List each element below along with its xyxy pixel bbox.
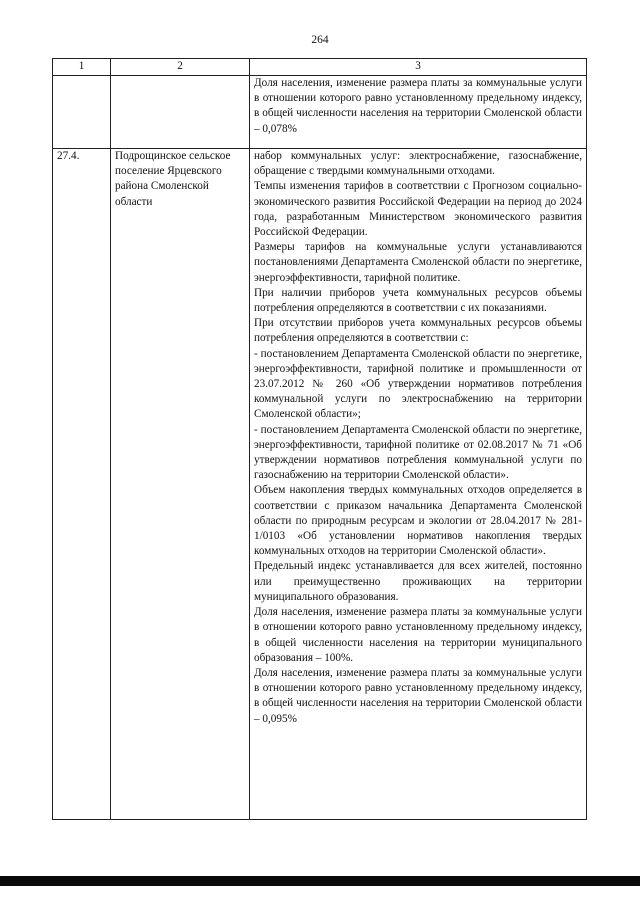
row-text-cell (250, 149, 587, 820)
paragraph-index-scope: Предельный индекс устанавливается для всех жителей, постоянно или преимущественно проживающих на территории муниципального образования. (254, 560, 582, 603)
continuation-row (53, 76, 587, 149)
paragraph-waste-order: Объем накопления твердых коммунальных отходов определяется в соответствии с приказом начальника Департамента Смоленской области по природным ресурсам и экологии от 28.04.2017 № 281-1/0103 «Об установлении нормативов накопления твердых коммунальных отходов на территории Смоленской области». (254, 484, 582, 558)
continuation-paragraph: Доля населения, изменение размера платы за коммунальные услуги в отношении которого равно установленному предельному индексу, в общей численности населения на территории Смоленской области – 0,078% (254, 77, 582, 135)
continuation-text-cell (250, 76, 587, 149)
paragraph-meters-absent: При отсутствии приборов учета коммунальных ресурсов объемы потребления определяются в соответствии с: (254, 317, 582, 345)
paragraph-services: набор коммунальных услуг: электроснабжение, газоснабжение, обращение с твердыми коммунальными отходами. (254, 150, 582, 178)
paragraph-tariff-sizes: Размеры тарифов на коммунальные услуги устанавливаются постановлениями Департамента Смоленской области по энергетике, энергоэффективности, тарифной политике. (254, 241, 582, 284)
paragraph-gas-decree: - постановлением Департамента Смоленской области по энергетике, энергоэффективности, тарифной политике от 02.08.2017 № 71 «Об утверждении нормативов потребления коммунальной услуги по газоснабжению на территории Смоленской области». (254, 423, 582, 482)
paragraph-municipal-share: Доля населения, изменение размера платы за коммунальные услуги в отношении которого равно установленному предельному индексу, в общей численности населения на территории муниципального образования – 100%. (254, 606, 582, 664)
page-number: 264 (311, 34, 329, 46)
paragraph-tariff-rates: Темпы изменения тарифов в соответствии с Прогнозом социально-экономического развития Российской Федерации на период до 2024 года, разработанным Министерством экономического развития Российской Федерации. (254, 180, 582, 239)
column-header-1: 1 (53, 59, 111, 76)
table-header-row (53, 59, 587, 76)
continuation-name-cell (111, 76, 250, 149)
municipality-name-cell: Подрощинское сельское поселение Ярцевского района Смоленской области (111, 149, 250, 820)
tariff-table (52, 58, 587, 820)
paragraph-regional-share: Доля населения, изменение размера платы за коммунальные услуги в отношении которого равно установленному предельному индексу, в общей численности населения на территории Смоленской области – 0,095% (254, 666, 582, 725)
row-number-cell: 27.4. (53, 149, 111, 820)
continuation-number-cell (53, 76, 111, 149)
column-header-3: 3 (250, 59, 587, 76)
paragraph-meters-present: При наличии приборов учета коммунальных ресурсов объемы потребления определяются в соответствии с их показаниями. (254, 286, 582, 315)
paragraph-electricity-decree: - постановлением Департамента Смоленской области по энергетике, энергоэффективности, тарифной политике и промышленности от 23.07.2012 № 260 «Об утверждении нормативов потребления коммунальной услуги по электроснабжению на территории Смоленской области»; (254, 347, 582, 421)
column-header-2: 2 (111, 59, 250, 76)
table-row (53, 149, 587, 820)
scan-bottom-border (0, 876, 640, 886)
